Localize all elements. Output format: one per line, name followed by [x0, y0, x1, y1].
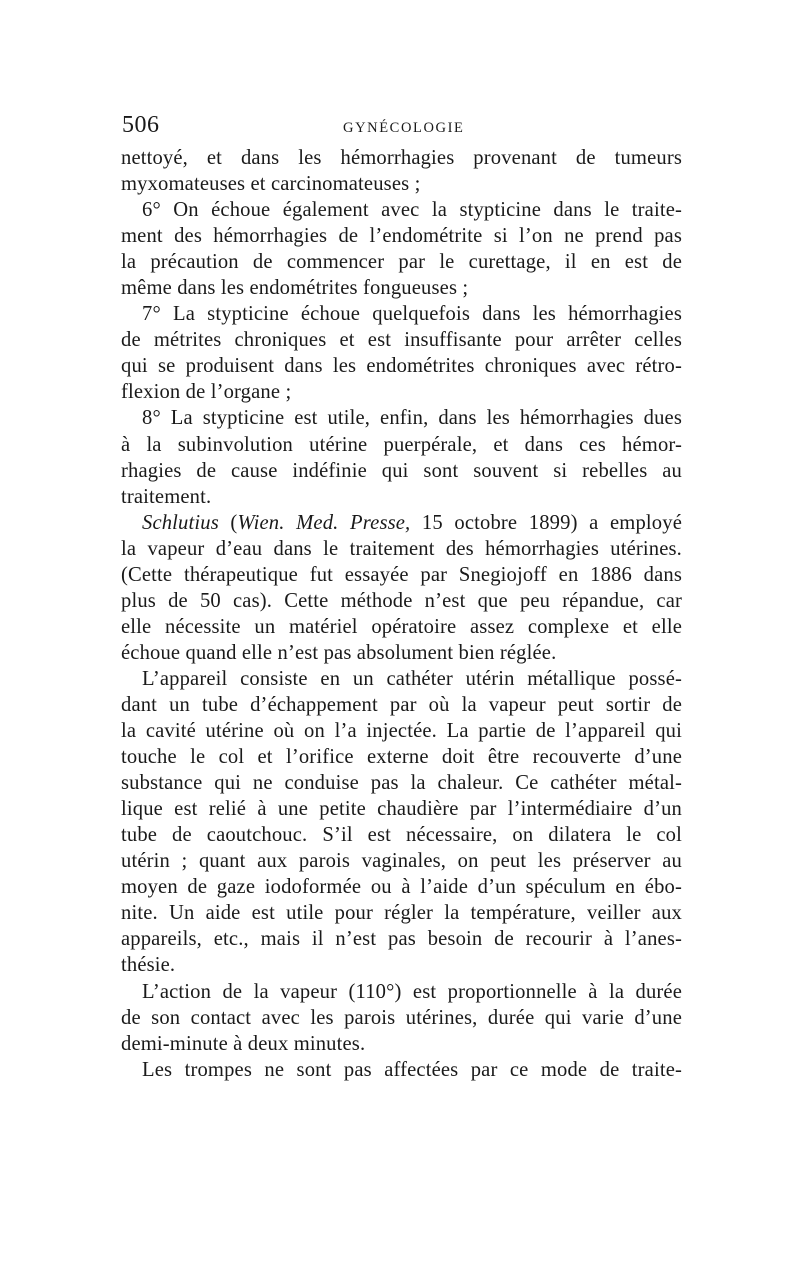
- text-line: thésie.: [121, 954, 176, 977]
- author-name: Schlutius: [142, 511, 219, 534]
- body-text: [121, 145, 682, 1083]
- text-line: lique est relié à une petite chaudière par l’intermédiaire d’un: [121, 798, 682, 821]
- text-line: la cavité utérine où on l’a injectée. La partie de l’appareil qui: [121, 720, 682, 743]
- journal-title: Wien. Med. Presse,: [237, 511, 411, 534]
- text-line: nite. Un aide est utile pour régler la température, veiller aux: [121, 902, 682, 925]
- text-line: ment des hémorrhagies de l’endométrite si l’on ne prend pas: [121, 225, 682, 248]
- text-line: qui se produisent dans les endométrites chroniques avec rétro-: [121, 355, 682, 378]
- text-line: la vapeur d’eau dans le traitement des hémorrhagies utérines.: [121, 537, 682, 560]
- text-line: de son contact avec les parois utérines, durée qui varie d’une: [121, 1006, 682, 1029]
- text-line: dant un tube d’échappement par où la vapeur peut sortir de: [121, 693, 682, 716]
- text-line: Les trompes ne sont pas affectées par ce mode de traite-: [142, 1058, 682, 1081]
- text-line: à la subinvolution utérine puerpérale, et dans ces hémor-: [121, 433, 682, 456]
- text-line: plus de 50 cas). Cette méthode n’est que peu répandue, car: [121, 589, 682, 612]
- text-line: (Cette thérapeutique fut essayée par Snegiojoff en 1886 dans: [121, 563, 682, 586]
- text-line: de métrites chroniques et est insuffisante pour arrêter celles: [121, 329, 682, 352]
- text-line: L’appareil consiste en un cathéter utérin métallique possé-: [142, 667, 682, 690]
- text-line: 8° La stypticine est utile, enfin, dans les hémorrhagies dues: [142, 407, 682, 430]
- page-header: [122, 112, 682, 142]
- text-line: tube de caoutchouc. S’il est nécessaire, on dilatera le col: [121, 824, 682, 847]
- text-line: substance qui ne conduise pas la chaleur. Ce cathéter métal-: [121, 772, 682, 795]
- text-fragment: 15 octobre 1899) a employé: [410, 511, 682, 534]
- text-line: utérin ; quant aux parois vaginales, on peut les préserver au: [121, 850, 682, 873]
- text-line: touche le col et l’orifice externe doit être recouverte d’une: [121, 746, 682, 769]
- page-number: 506: [122, 112, 160, 138]
- text-line: la précaution de commencer par le curettage, il en est de: [121, 251, 682, 274]
- text-line: myxomateuses et carcinomateuses ;: [121, 173, 421, 196]
- text-line: rhagies de cause indéfinie qui sont souvent si rebelles au: [121, 459, 682, 482]
- text-line: flexion de l’organe ;: [121, 381, 292, 404]
- text-fragment: (: [218, 511, 238, 534]
- running-title: GYNÉCOLOGIE: [343, 120, 465, 136]
- text-line: appareils, etc., mais il n’est pas besoin de recourir à l’anes-: [121, 928, 682, 951]
- text-line: L’action de la vapeur (110°) est proportionnelle à la durée: [142, 980, 682, 1003]
- text-line: 7° La stypticine échoue quelquefois dans les hémorrhagies: [142, 303, 682, 326]
- text-line: 6° On échoue également avec la stypticine dans le traite-: [142, 199, 682, 222]
- text-line: elle nécessite un matériel opératoire assez complexe et elle: [121, 615, 682, 638]
- text-line: échoue quand elle n’est pas absolument bien réglée.: [121, 641, 557, 664]
- text-line: [121, 510, 682, 536]
- text-line: demi-minute à deux minutes.: [121, 1032, 366, 1055]
- text-line: moyen de gaze iodoformée ou à l’aide d’un spéculum en ébo-: [121, 876, 682, 899]
- text-line: même dans les endométrites fongueuses ;: [121, 277, 469, 300]
- text-line: nettoyé, et dans les hémorrhagies provenant de tumeurs: [121, 147, 682, 169]
- text-line: traitement.: [121, 485, 212, 508]
